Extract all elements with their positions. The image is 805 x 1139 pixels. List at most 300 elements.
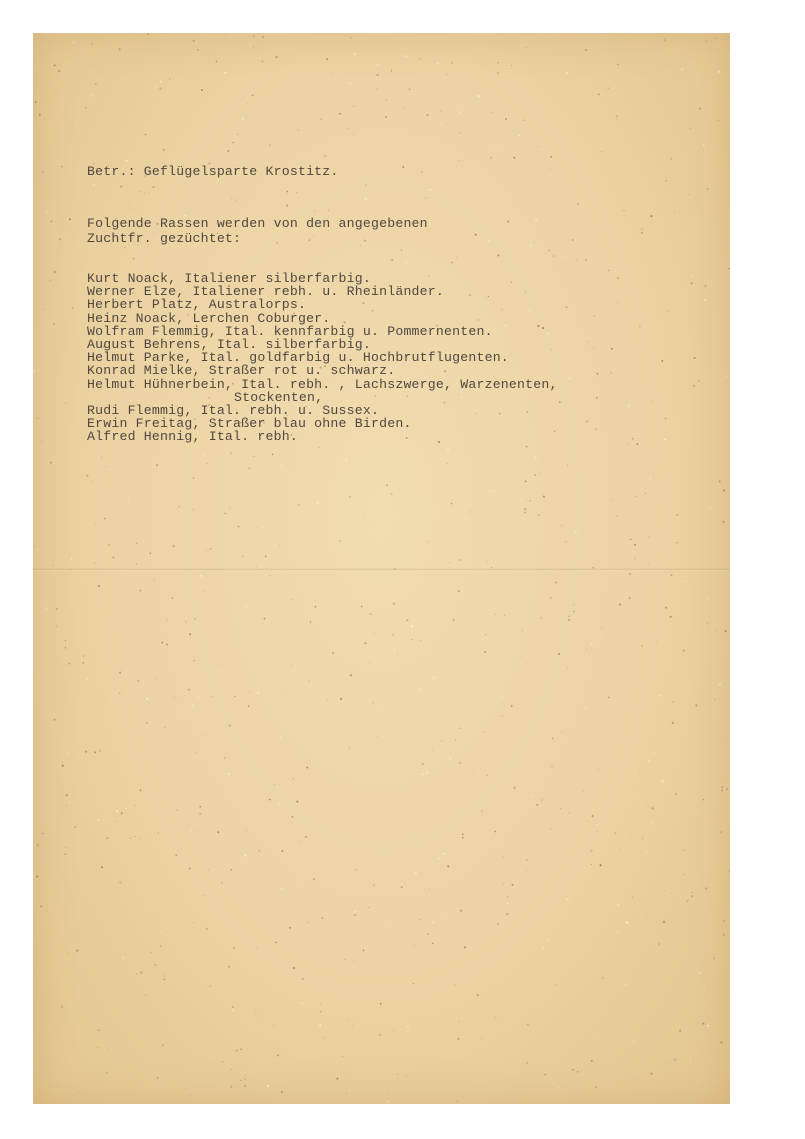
speckle	[723, 920, 724, 921]
speckle	[525, 47, 526, 48]
speckle	[42, 441, 43, 442]
speckle	[447, 449, 449, 451]
speckle	[617, 64, 618, 65]
speckle	[167, 620, 168, 621]
speckle	[107, 1048, 108, 1049]
speckle	[502, 698, 504, 700]
speckle	[116, 810, 118, 812]
speckle	[573, 604, 574, 605]
intro-paragraph	[87, 216, 707, 246]
speckle	[245, 606, 247, 608]
speckle	[591, 850, 593, 852]
breeder-entry: Erwin Freitag, Straßer blau ohne Birden.	[87, 416, 412, 432]
speckle	[76, 99, 77, 100]
speckle	[91, 43, 92, 44]
speckle	[56, 626, 57, 627]
speckle	[155, 86, 157, 88]
speckle	[568, 616, 570, 618]
speckle	[72, 307, 74, 309]
speckle	[253, 46, 254, 47]
speckle	[259, 850, 260, 851]
speckle	[108, 544, 109, 545]
speckle	[524, 508, 526, 510]
speckle	[97, 452, 98, 453]
speckle	[649, 537, 650, 538]
speckle	[257, 527, 258, 528]
speckle	[238, 526, 240, 528]
speckle	[393, 824, 394, 825]
speckle	[626, 922, 628, 924]
speckle	[138, 680, 140, 682]
speckle	[583, 790, 584, 791]
speckle	[207, 463, 209, 465]
speckle	[648, 564, 649, 565]
speckle	[652, 807, 654, 809]
speckle	[74, 826, 75, 827]
speckle	[556, 984, 558, 986]
speckle	[72, 745, 73, 746]
speckle	[617, 932, 618, 933]
speckle	[598, 93, 600, 95]
speckle	[338, 603, 339, 604]
speckle	[90, 106, 91, 107]
speckle	[561, 732, 562, 733]
speckle	[716, 630, 717, 631]
speckle	[406, 619, 408, 621]
speckle	[585, 49, 587, 51]
speckle	[511, 65, 512, 66]
speckle	[497, 62, 498, 63]
speckle	[671, 574, 673, 576]
intro-line: Zuchtfr. gezüchtet:	[87, 231, 242, 246]
speckle	[272, 653, 273, 654]
speckle	[116, 821, 117, 822]
speckle	[217, 831, 219, 833]
speckle	[514, 787, 516, 789]
speckle	[181, 840, 182, 841]
speckle	[369, 662, 370, 663]
speckle	[274, 784, 275, 785]
speckle	[136, 564, 137, 565]
speckle	[642, 838, 643, 839]
speckle	[300, 879, 301, 880]
speckle	[245, 1078, 246, 1079]
speckle	[242, 584, 243, 585]
speckle	[34, 371, 35, 372]
speckle	[39, 114, 41, 116]
speckle	[518, 134, 520, 136]
speckle	[139, 590, 141, 592]
speckle	[652, 821, 653, 822]
speckle	[617, 515, 618, 516]
speckle	[648, 760, 650, 762]
speckle	[640, 914, 641, 915]
speckle	[95, 83, 96, 84]
speckle	[455, 740, 456, 741]
breeder-entry: Herbert Platz, Australorps.	[87, 297, 307, 313]
speckle	[239, 456, 240, 457]
speckle	[98, 1047, 99, 1048]
speckle	[285, 691, 286, 692]
speckle	[146, 698, 148, 700]
speckle	[705, 887, 707, 889]
speckle	[116, 1059, 117, 1060]
speckle	[503, 884, 504, 885]
speckle	[210, 139, 211, 140]
speckle	[684, 581, 686, 583]
speckle	[114, 502, 115, 503]
speckle	[134, 836, 135, 837]
speckle	[229, 508, 230, 509]
speckle	[270, 778, 271, 779]
speckle	[247, 103, 248, 104]
speckle	[565, 541, 567, 543]
speckle	[641, 487, 642, 488]
speckle	[429, 889, 430, 890]
speckle	[675, 625, 676, 626]
speckle	[443, 853, 445, 855]
speckle	[101, 866, 103, 868]
speckle	[126, 807, 128, 809]
speckle	[252, 95, 254, 97]
speckle	[78, 1091, 79, 1092]
speckle	[529, 500, 530, 501]
speckle	[543, 496, 545, 498]
speckle	[726, 375, 728, 377]
speckle	[693, 1061, 694, 1062]
speckle	[402, 607, 404, 609]
speckle	[175, 697, 176, 698]
speckle	[558, 1087, 560, 1089]
speckle	[494, 831, 496, 833]
speckle	[297, 129, 299, 131]
speckle	[106, 837, 108, 839]
speckle	[232, 142, 234, 144]
speckle	[53, 719, 55, 721]
speckle	[52, 564, 53, 565]
speckle	[317, 502, 319, 504]
speckle	[119, 48, 121, 50]
speckle	[507, 903, 509, 905]
speckle	[265, 555, 267, 557]
speckle	[401, 484, 402, 485]
speckle	[633, 1072, 634, 1073]
speckle	[726, 788, 728, 790]
speckle	[277, 1054, 279, 1056]
speckle	[342, 1056, 343, 1057]
speckle	[324, 1037, 325, 1038]
speckle	[572, 1069, 574, 1071]
speckle	[541, 799, 543, 801]
speckle	[415, 872, 417, 874]
speckle	[232, 1006, 234, 1008]
speckle	[550, 156, 552, 158]
speckle	[487, 561, 488, 562]
speckle	[349, 748, 350, 749]
speckle	[163, 149, 165, 151]
speckle	[373, 885, 374, 886]
speckle	[186, 159, 187, 160]
speckle	[451, 503, 452, 504]
speckle	[121, 812, 123, 814]
speckle	[404, 108, 405, 109]
speckle	[567, 668, 568, 669]
speckle	[580, 491, 582, 493]
speckle	[289, 927, 291, 929]
speckle	[318, 447, 319, 448]
speckle	[275, 56, 277, 58]
speckle	[426, 772, 428, 774]
speckle	[719, 684, 721, 686]
speckle	[397, 1074, 398, 1075]
speckle	[690, 128, 691, 129]
speckle	[642, 645, 644, 647]
speckle	[242, 118, 244, 120]
speckle	[65, 402, 66, 403]
speckle	[300, 883, 301, 884]
speckle	[228, 773, 230, 775]
speckle	[614, 832, 616, 834]
speckle	[725, 630, 727, 632]
speckle	[101, 457, 102, 458]
speckle	[230, 33, 231, 34]
speckle	[150, 552, 152, 554]
speckle	[221, 1085, 222, 1086]
speckle	[407, 1026, 409, 1028]
speckle	[458, 160, 459, 161]
speckle	[577, 1071, 579, 1073]
speckle	[206, 928, 208, 930]
speckle	[369, 42, 370, 43]
speckle	[449, 146, 450, 147]
speckle	[310, 621, 311, 622]
speckle	[613, 499, 614, 500]
speckle	[259, 1026, 260, 1027]
speckle	[607, 87, 608, 88]
speckle	[719, 698, 720, 699]
speckle	[538, 515, 539, 516]
speckle	[661, 780, 663, 782]
speckle	[384, 1057, 385, 1058]
speckle	[585, 707, 587, 709]
speckle	[598, 769, 599, 770]
speckle	[257, 941, 258, 942]
speckle	[718, 316, 719, 317]
speckle	[65, 640, 66, 641]
speckle	[478, 95, 480, 97]
speckle	[616, 120, 617, 121]
speckle	[135, 1008, 136, 1009]
speckle	[497, 923, 498, 924]
speckle	[166, 644, 168, 646]
speckle	[413, 983, 414, 984]
speckle	[231, 1069, 232, 1070]
speckle	[660, 626, 662, 628]
speckle	[126, 160, 128, 162]
speckle	[156, 919, 157, 920]
speckle	[350, 674, 352, 676]
speckle	[201, 730, 202, 731]
speckle	[477, 767, 478, 768]
speckle	[458, 1038, 460, 1040]
speckle	[393, 603, 395, 605]
speckle	[568, 619, 570, 621]
speckle	[617, 904, 619, 906]
speckle	[630, 538, 632, 540]
speckle	[269, 799, 271, 801]
speckle	[409, 89, 410, 90]
speckle	[721, 786, 723, 788]
speckle	[405, 55, 407, 57]
speckle	[164, 975, 165, 976]
speckle	[401, 883, 403, 885]
speckle	[46, 212, 47, 213]
speckle	[459, 132, 460, 133]
speckle	[71, 559, 73, 561]
speckle	[73, 42, 75, 44]
breeder-list	[87, 272, 707, 443]
speckle	[267, 1085, 269, 1087]
speckle	[363, 950, 365, 952]
speckle	[209, 548, 211, 550]
speckle	[411, 625, 413, 627]
speckle	[98, 1029, 100, 1031]
speckle	[592, 1039, 593, 1040]
speckle	[673, 701, 674, 702]
speckle	[253, 35, 255, 37]
speckle	[305, 836, 307, 838]
speckle	[550, 597, 552, 599]
speckle	[272, 454, 274, 456]
speckle	[683, 650, 685, 652]
speckle	[36, 875, 38, 877]
speckle	[365, 642, 367, 644]
speckle	[232, 1010, 234, 1012]
speckle	[474, 100, 475, 101]
speckle	[155, 754, 156, 755]
speckle	[44, 309, 45, 310]
breeder-entry: Alfred Hennig, Ital. rebh.	[87, 429, 298, 445]
speckle	[707, 622, 708, 623]
speckle	[201, 89, 203, 91]
speckle	[569, 812, 570, 813]
speckle	[600, 864, 602, 866]
speckle	[377, 64, 379, 66]
speckle	[301, 1002, 303, 1004]
speckle	[157, 832, 158, 833]
speckle	[193, 922, 194, 923]
breeder-entry: Konrad Mielke, Straßer rot u. schwarz.	[87, 363, 396, 379]
speckle	[419, 58, 420, 59]
speckle	[51, 221, 53, 223]
speckle	[504, 1028, 505, 1029]
speckle	[723, 738, 724, 739]
speckle	[105, 49, 106, 50]
speckle	[354, 914, 356, 916]
speckle	[164, 979, 166, 981]
speckle	[723, 934, 725, 936]
speckle	[139, 838, 140, 839]
speckle	[309, 680, 310, 681]
speckle	[427, 114, 429, 116]
speckle	[245, 1075, 246, 1076]
speckle	[156, 678, 157, 679]
speckle	[106, 1072, 108, 1074]
speckle	[280, 737, 282, 739]
speckle	[262, 82, 263, 83]
speckle	[391, 70, 392, 71]
speckle	[354, 911, 356, 913]
speckle	[346, 1093, 347, 1094]
speckle	[320, 1011, 321, 1012]
speckle	[375, 1046, 376, 1047]
speckle	[492, 490, 494, 492]
speckle	[65, 647, 67, 649]
speckle	[483, 703, 484, 704]
speckle	[483, 731, 484, 732]
speckle	[208, 869, 209, 870]
speckle	[385, 116, 387, 118]
speckle	[173, 545, 175, 547]
speckle	[699, 972, 701, 974]
speckle	[595, 1086, 597, 1088]
speckle	[354, 53, 356, 55]
speckle	[536, 804, 538, 806]
speckle	[447, 463, 448, 464]
speckle	[189, 1095, 190, 1096]
speckle	[61, 1006, 63, 1008]
speckle	[221, 882, 222, 883]
speckle	[450, 758, 452, 760]
speckle	[85, 107, 86, 108]
speckle	[619, 849, 620, 850]
speckle	[233, 947, 235, 949]
speckle	[87, 678, 89, 680]
speckle	[550, 828, 551, 829]
speckle	[140, 789, 142, 791]
speckle	[679, 1030, 681, 1032]
speckle	[719, 44, 720, 45]
speckle	[415, 876, 416, 877]
speckle	[262, 36, 264, 38]
speckle	[190, 830, 192, 832]
speckle	[683, 874, 684, 875]
speckle	[43, 172, 44, 173]
speckle	[199, 813, 201, 815]
speckle	[692, 895, 694, 897]
speckle	[373, 702, 374, 703]
speckle	[419, 919, 420, 920]
speckle	[720, 1041, 722, 1043]
breeder-entry: Wolfram Flemmig, Ital. kennfarbig u. Pommernenten.	[87, 323, 493, 339]
speckle	[54, 936, 55, 937]
speckle	[230, 869, 232, 871]
speckle	[206, 729, 207, 730]
speckle	[441, 740, 442, 741]
speckle	[224, 513, 226, 515]
speckle	[709, 508, 711, 510]
speckle	[128, 500, 130, 502]
speckle	[539, 473, 540, 474]
speckle	[541, 148, 543, 150]
speckle	[162, 1045, 164, 1047]
speckle	[625, 984, 627, 986]
speckle	[264, 1028, 265, 1029]
speckle	[512, 884, 514, 886]
speckle	[301, 841, 302, 842]
speckle	[257, 947, 258, 948]
speckle	[145, 134, 147, 136]
